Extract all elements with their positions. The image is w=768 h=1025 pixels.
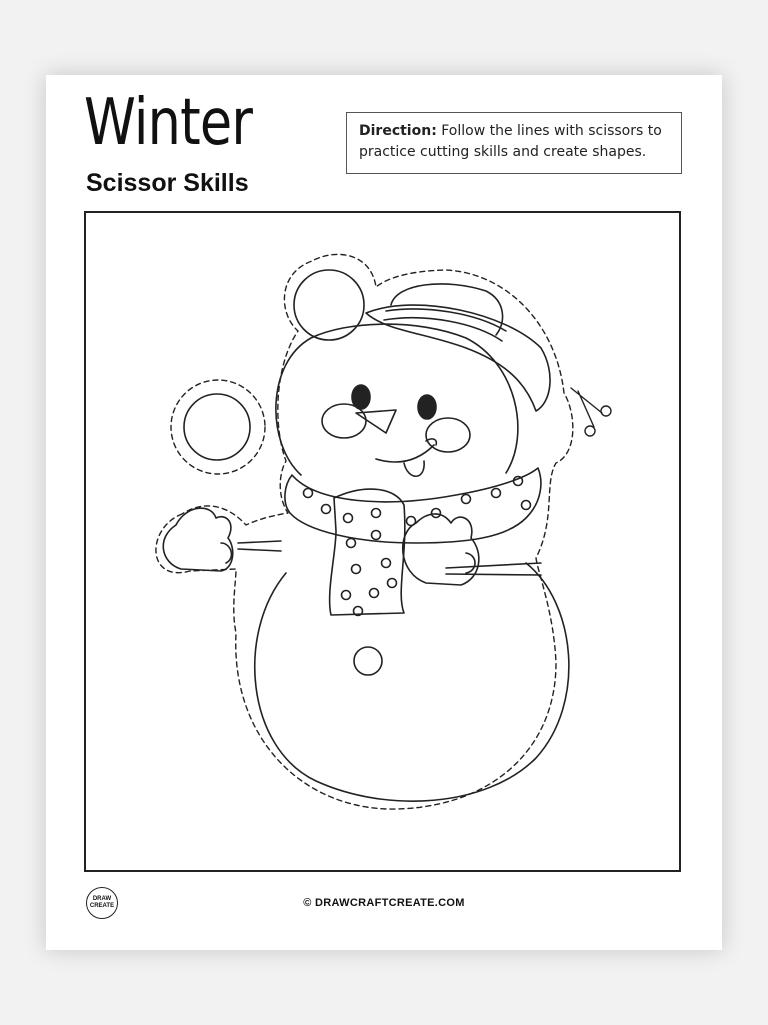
direction-text: Follow the lines with scissors to practice cutting skills and create shapes. — [359, 123, 662, 160]
dashed-cut-line — [156, 254, 573, 809]
scarf — [285, 468, 541, 616]
direction-box — [346, 112, 682, 174]
worksheet-page — [46, 75, 722, 950]
scissors-icon — [571, 388, 611, 436]
snowman-button — [354, 647, 382, 675]
hat — [366, 284, 550, 411]
snowman-icon — [86, 213, 679, 870]
snowball — [184, 394, 250, 460]
cutting-area — [84, 211, 681, 872]
footer-copyright: © DRAWCRAFTCREATE.COM — [303, 897, 465, 909]
logo-text-bottom: CREATE — [89, 903, 115, 909]
page-title: Winter — [84, 86, 253, 160]
page-subtitle: Scissor Skills — [86, 169, 249, 197]
logo-text-top: DRAW — [92, 896, 112, 902]
direction-label: Direction: — [359, 123, 437, 139]
